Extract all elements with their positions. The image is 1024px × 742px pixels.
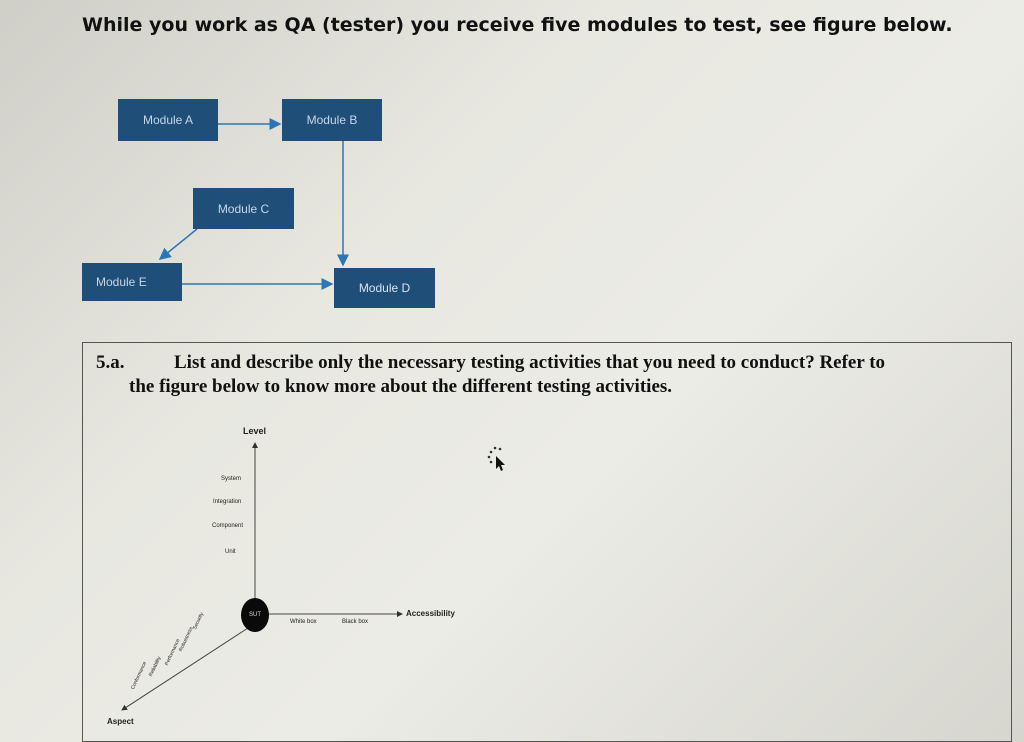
level-axis-label: Level (243, 426, 267, 436)
aspect-security: Security (192, 611, 206, 631)
aspect-performance: Performance (164, 638, 182, 667)
level-integration: Integration (213, 499, 242, 505)
sut-node: SUT (241, 598, 269, 632)
accessibility-axis-label: Accessibility (406, 609, 455, 618)
level-system: System (221, 476, 242, 482)
aspect-reliability: Reliability (148, 655, 163, 678)
module-a-box: Module A (118, 99, 218, 141)
level-component: Component (212, 523, 244, 529)
accessibility-black-box: Black box (342, 619, 369, 625)
aspect-robustness: Robustness (178, 626, 195, 653)
module-c-box: Module C (193, 188, 294, 229)
question-number: 5.a. (96, 352, 125, 373)
level-unit: Unit (225, 549, 236, 555)
question-line-1: List and describe only the necessary testing activities that you need to conduct? Refer to (174, 352, 886, 373)
aspect-conformance: Conformance (130, 660, 149, 691)
busy-cursor-icon (487, 446, 511, 472)
question-line-2: the figure below to know more about the different testing activities. (129, 376, 673, 397)
page-heading: While you work as QA (tester) you receive five modules to test, see figure below. (82, 14, 953, 36)
module-b-box: Module B (282, 99, 382, 141)
module-e-box: Module E (82, 263, 182, 301)
module-d-box: Module D (334, 268, 435, 308)
accessibility-white-box: White box (290, 619, 317, 625)
aspect-axis-label: Aspect (107, 717, 134, 726)
